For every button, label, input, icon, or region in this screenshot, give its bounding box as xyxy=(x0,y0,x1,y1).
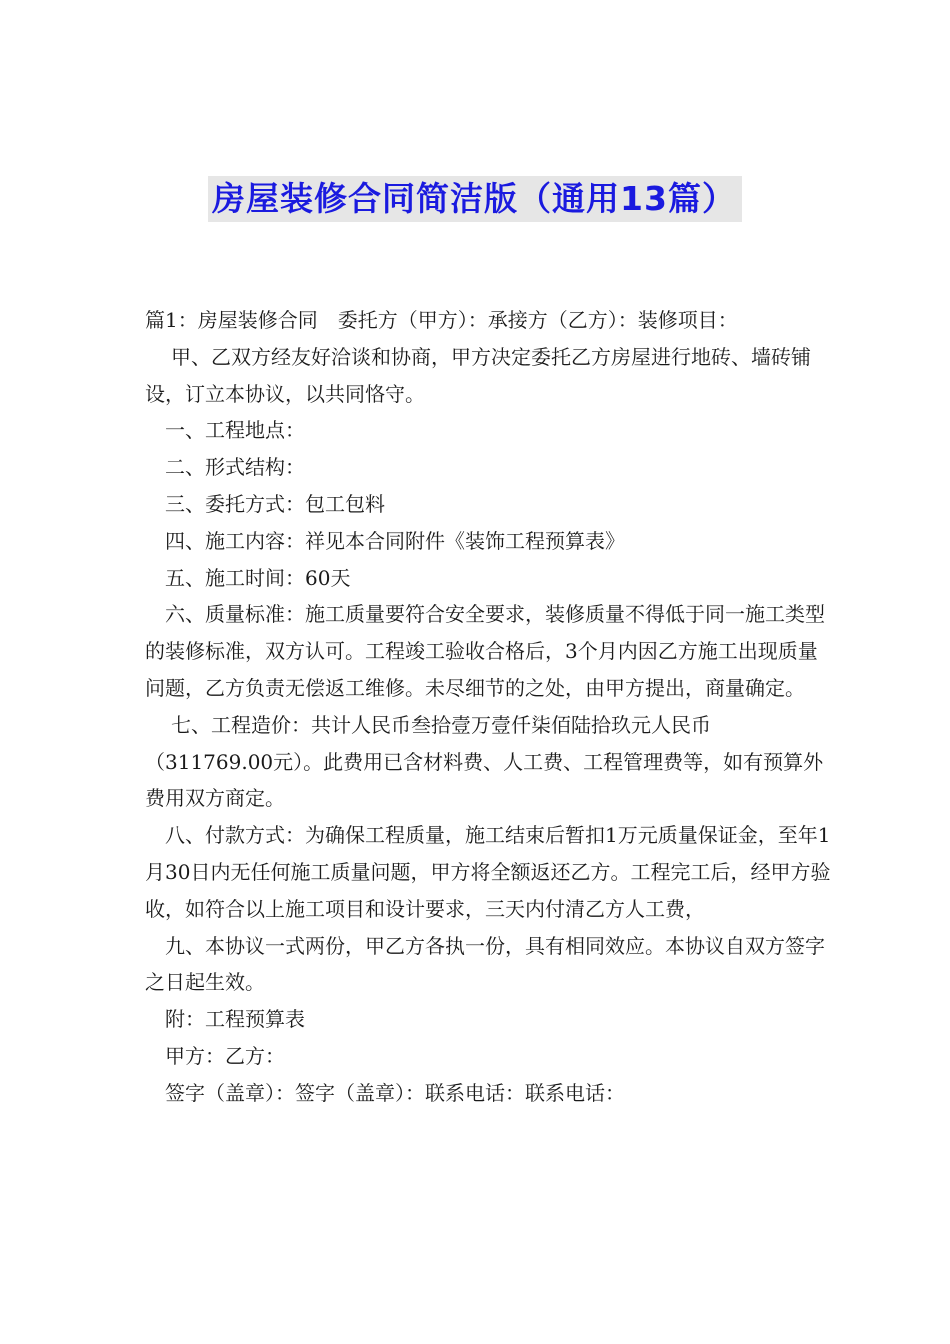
clause-7-cost: 七、工程造价：共计人民币叁拾壹万壹仟柒佰陆拾玖元人民币（311769.00元）。此费用已含材料费、人工费、工程管理费等，如有预算外费用双方商定。 xyxy=(145,712,824,811)
clause-5-duration: 五、施工时间：60天 xyxy=(165,565,351,590)
clause-9-validity: 九、本协议一式两份，甲乙方各执一份，具有相同效应。本协议自双方签字之日起生效。 xyxy=(145,933,825,995)
parties-line: 甲方：乙方： xyxy=(165,1043,285,1068)
signature-line: 签字（盖章）：签字（盖章）：联系电话：联系电话： xyxy=(165,1080,625,1105)
document-body xyxy=(145,302,835,1112)
clause-1-location: 一、工程地点： xyxy=(165,418,305,443)
document-title: 房屋装修合同简洁版（通用13篇） xyxy=(208,176,742,222)
clause-2-structure: 二、形式结构： xyxy=(165,455,305,480)
clause-3-commission: 三、委托方式：包工包料 xyxy=(165,491,385,516)
clause-8-payment: 八、付款方式：为确保工程质量，施工结束后暂扣1万元质量保证金，至年1月30日内无任何施工质量问题，甲方将全额返还乙方。工程完工后，经甲方验收，如符合以上施工项目和设计要求，三天内付清乙方人工费， xyxy=(145,823,831,921)
clause-6-quality: 六、质量标准：施工质量要符合安全要求，装修质量不得低于同一施工类型的装修标准，双方认可。工程竣工验收合格后，3个月内因乙方施工出现质量问题，乙方负责无偿返工维修。未尽细节的之处，由甲方提出，商量确定。 xyxy=(145,602,825,700)
attachment-line: 附：工程预算表 xyxy=(165,1007,305,1032)
paragraph-intro-line: 篇1：房屋装修合同 委托方（甲方）：承接方（乙方）：装修项目： xyxy=(145,308,738,332)
paragraph-preamble: 甲、乙双方经友好洽谈和协商，甲方决定委托乙方房屋进行地砖、墙砖铺设，订立本协议，以共同恪守。 xyxy=(145,344,811,406)
clause-4-content: 四、施工内容：祥见本合同附件《装饰工程预算表》 xyxy=(165,528,625,553)
title-container xyxy=(0,176,950,222)
